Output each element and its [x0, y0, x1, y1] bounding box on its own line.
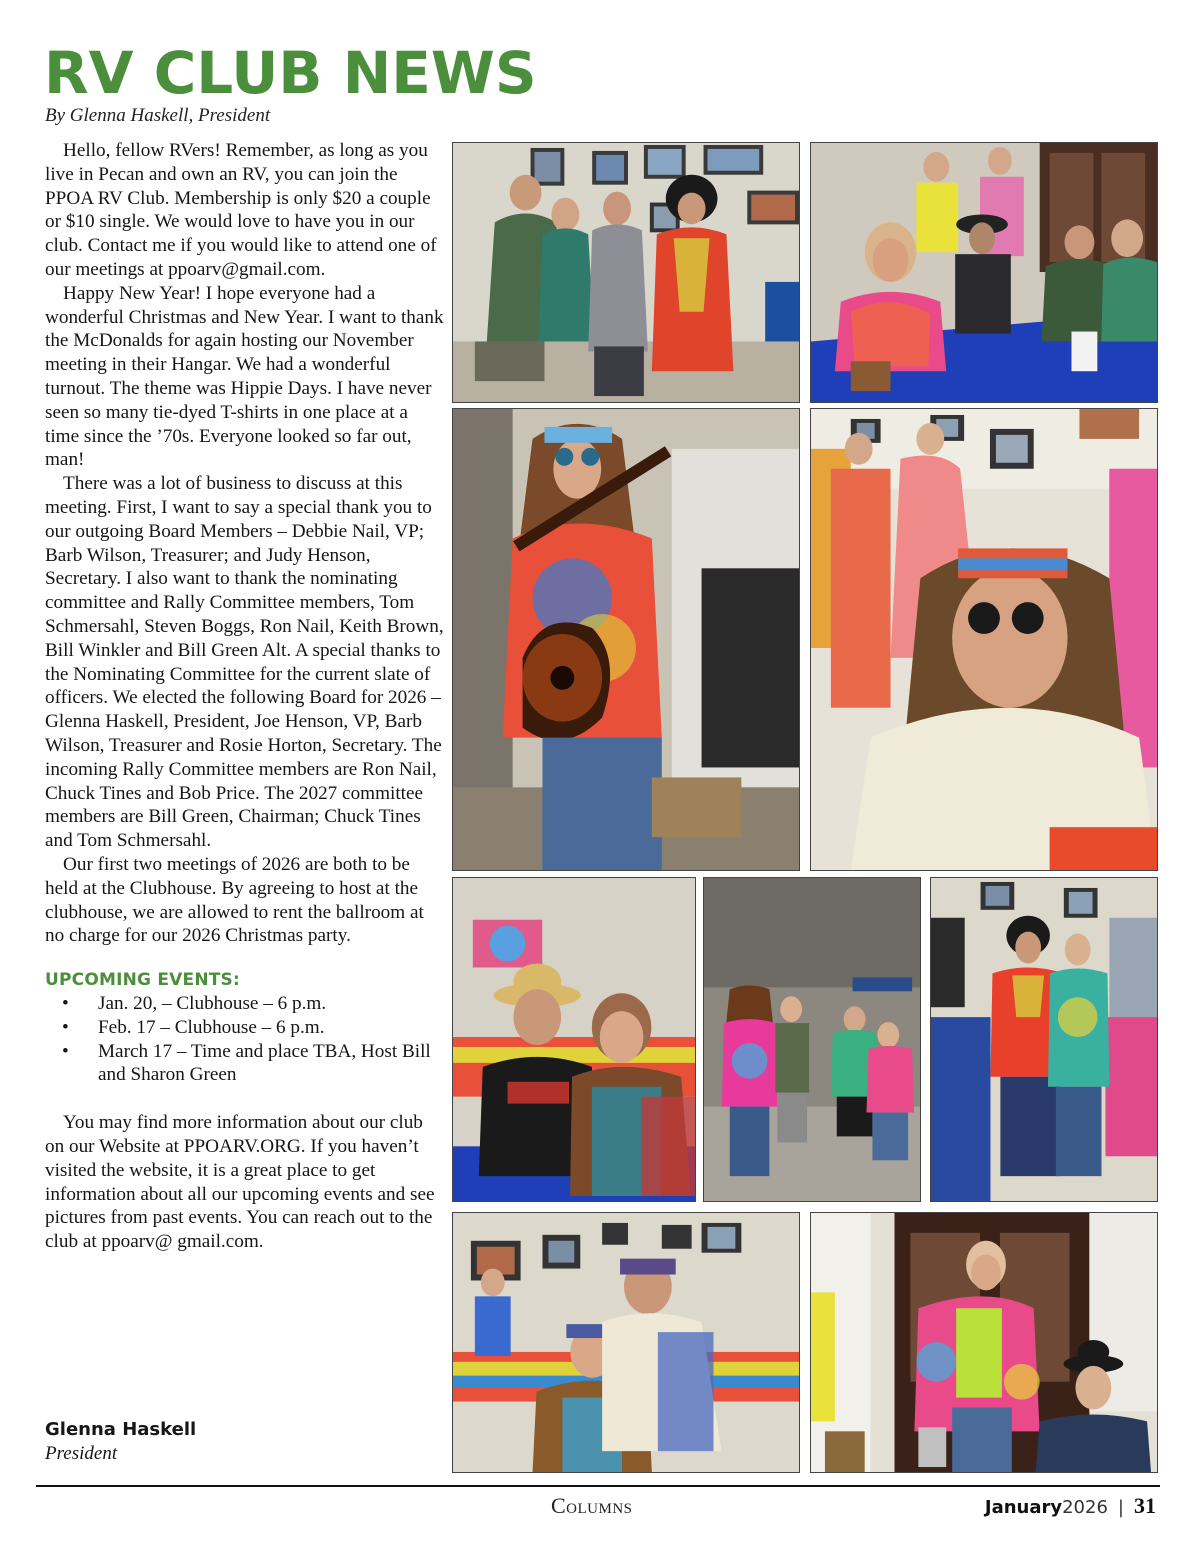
- bullet: •: [62, 993, 69, 1015]
- bullet: •: [62, 1040, 69, 1062]
- photo-woman-with-glass: [810, 1212, 1158, 1473]
- footer-divider: [36, 1485, 1160, 1487]
- photo-table-group: [810, 142, 1158, 403]
- page-number: 31: [1134, 1493, 1156, 1518]
- photo-tie-dye-group: [703, 877, 921, 1202]
- article-body: [45, 139, 445, 1254]
- footer-separator: |: [1117, 1497, 1124, 1518]
- byline: By Glenna Haskell, President: [45, 105, 271, 126]
- footer-section-name: Columns: [551, 1493, 633, 1518]
- paragraph-membership: Hello, fellow RVers! Remember, as long as you live in Pecan and own an RV, you can join the PPOA RV Club. Membership is only $20 a couple or $10 single. We would love to have you in our club. Contact me if you would like to attend one of our meetings at ppoarv@gmail.com.: [45, 140, 437, 280]
- events-heading: UPCOMING EVENTS:: [45, 970, 240, 991]
- photo-woman-with-glasses: [810, 408, 1158, 871]
- photo-guitar-player: [452, 408, 800, 871]
- bullet: •: [62, 1016, 69, 1038]
- footer-issue: [985, 1493, 1156, 1521]
- photo-seated-couple: [452, 1212, 800, 1473]
- event-item: • March 17 – Time and place TBA, Host Bill and Sharon Green: [62, 1040, 431, 1086]
- event-item: • Jan. 20, – Clubhouse – 6 p.m.: [62, 993, 327, 1015]
- signer-title: President: [45, 1443, 118, 1464]
- photo-two-women: [930, 877, 1158, 1202]
- photo-couple-at-table: [452, 877, 696, 1202]
- events-list: [45, 992, 445, 1087]
- signer-name: Glenna Haskell: [45, 1419, 197, 1440]
- footer-year: 2026: [1062, 1497, 1108, 1518]
- photo-group-of-four: [452, 142, 800, 403]
- page-title: RV CLUB NEWS: [44, 39, 537, 107]
- paragraph-new-year: Happy New Year! I hope everyone had a wonderful Christmas and New Year. I want to thank the McDonalds for again hosting our November meeting in their Hangar. We had a wonderful turnout. The theme was Hippie Days. I have never seen so many tie-dyed T-shirts in one place at a time since the ’70s. Everyone looked so far out, man!: [45, 282, 444, 471]
- event-item: • Feb. 17 – Clubhouse – 6 p.m.: [62, 1016, 325, 1038]
- footer-month: January: [984, 1497, 1063, 1518]
- paragraph-business: There was a lot of business to discuss at this meeting. First, I want to say a special thank you to our outgoing Board Members – Debbie Nail, VP; Barb Wilson, Treasurer; and Judy Henson, Secretary. I also want to thank the nominating committee and Rally Committee members, Tom Schmersahl, Steven Boggs, Ron Nail, Keith Brown, Bill Winkler and Bill Green Alt. A special thanks to the Nominating Committee for the current slate of officers. We elected the following Board for 2026 – Glenna Haskell, President, Joe Henson, VP, Barb Wilson, Treasurer and Rosie Horton, Secretary. The incoming Rally Committee members are Ron Nail, Chuck Tines and Bob Price. The 2027 committee members are Bill Green, Chairman; Chuck Tines and Tom Schmersahl.: [45, 473, 444, 852]
- paragraph-meetings: Our first two meetings of 2026 are both to be held at the Clubhouse. By agreeing to host at the clubhouse, we are allowed to rent the ballroom at no charge for our 2026 Christmas party.: [45, 853, 424, 947]
- paragraph-more-info: You may find more information about our club on our Website at PPOARV.ORG. If you haven’t visited the website, it is a great place to get information about all our upcoming events and see pictures from past events. You can reach out to the club at ppoarv@ gmail.com.: [45, 1112, 435, 1253]
